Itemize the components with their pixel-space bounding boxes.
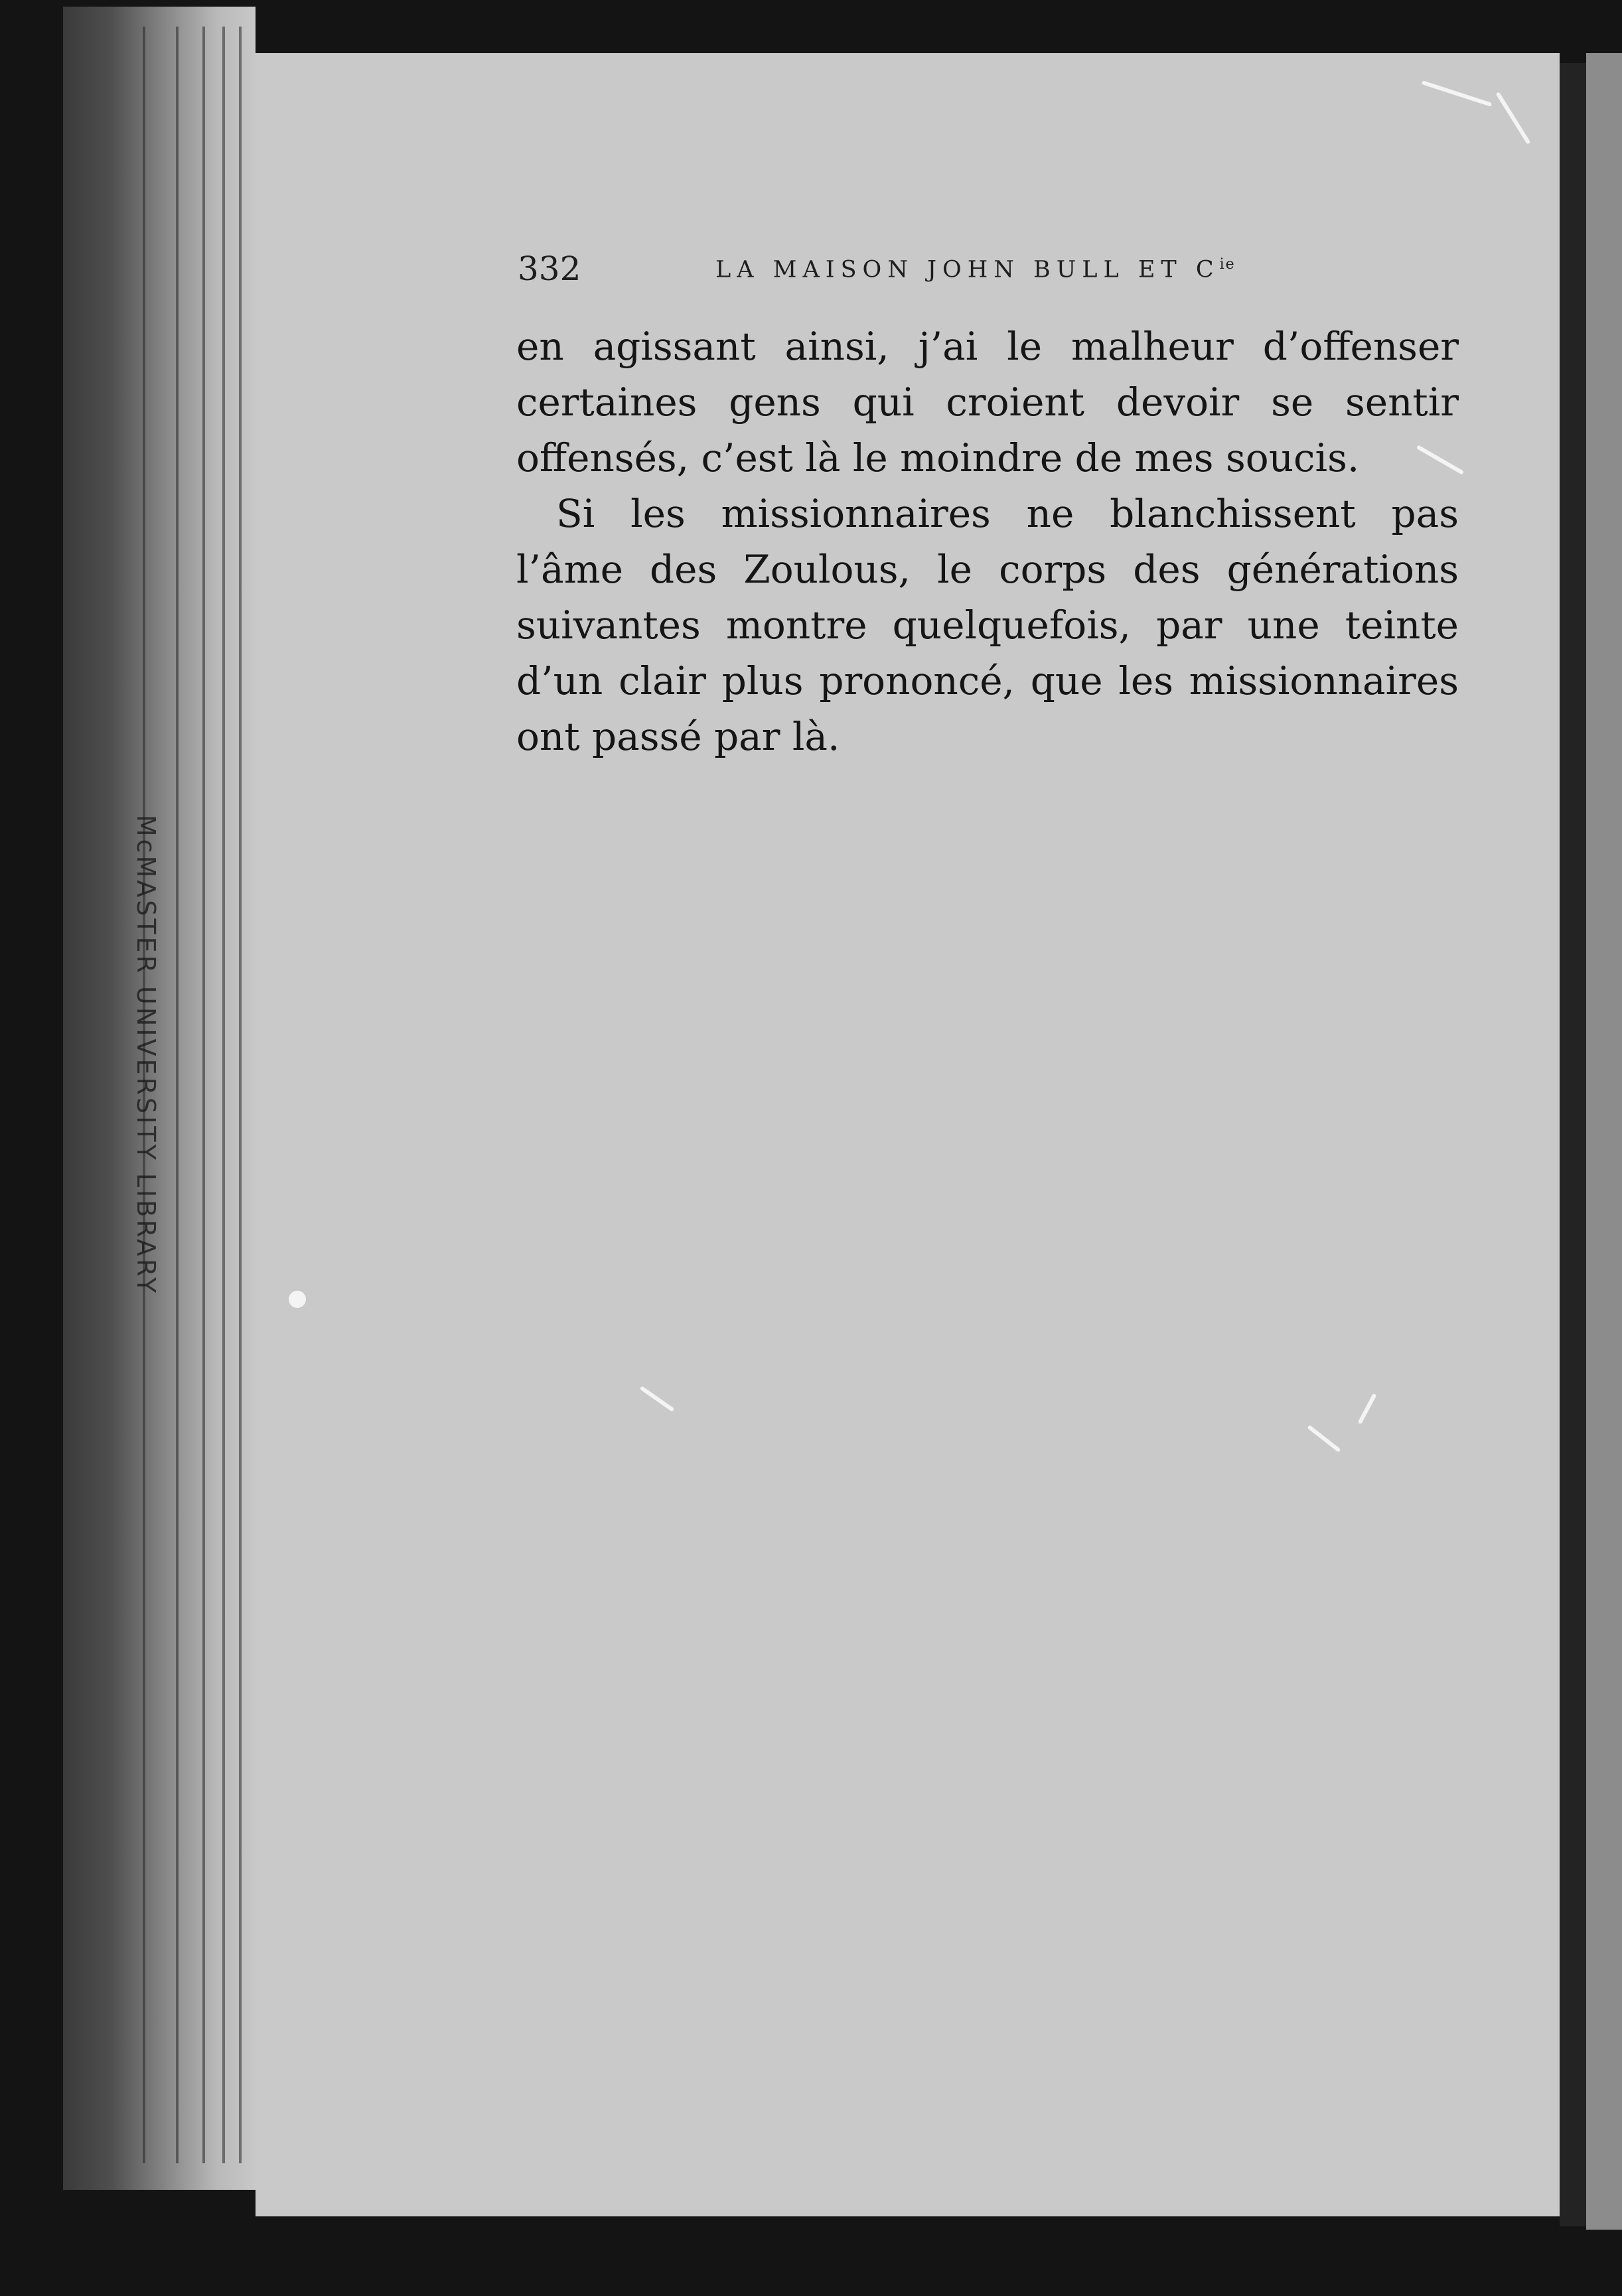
page-header: [518, 250, 1457, 296]
running-title: [715, 256, 1236, 283]
body-text: [516, 319, 1459, 764]
paragraph-continuation: en agissant ainsi, j’ai le malheur d’offenser certaines gens qui croient devoir se sentir offensés, c’est là le moindre de mes soucis.: [516, 324, 1459, 480]
library-stamp: McMASTER UNIVERSITY LIBRARY: [131, 814, 161, 1296]
facing-page-edge: [1586, 53, 1622, 2230]
running-title-superscript: ie: [1219, 256, 1236, 273]
book-gutter: [1560, 63, 1586, 2226]
running-title-text: LA MAISON JOHN BULL ET C: [715, 256, 1220, 283]
scan-scratch: [289, 1291, 306, 1308]
paragraph-missionaries: Si les missionnaires ne blanchissent pas l’âme des Zoulous, le corps des générations suivantes montre quelquefois, par une teinte d’un clair plus prononcé, que les missionnaires ont passé par là.: [516, 491, 1459, 759]
page-number: 332: [518, 250, 581, 288]
